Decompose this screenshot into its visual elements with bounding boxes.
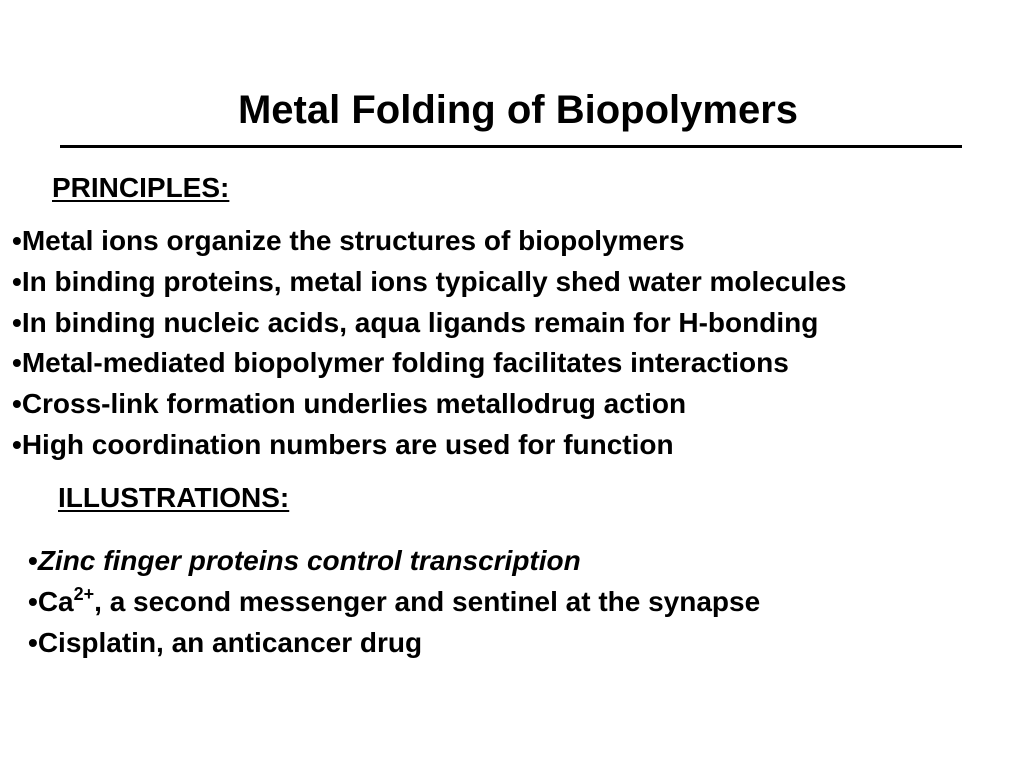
principle-item [12,343,1012,384]
principle-text: High coordination numbers are used for function [21,428,674,460]
principle-item [12,303,1012,344]
bullet: • [12,347,22,379]
bullet: • [12,225,22,256]
principle-text: Cross-link formation underlies metallodrug action [21,388,687,420]
bullet: • [12,428,22,460]
illustration-text: , a second messenger and sentinel at the synapse [94,586,761,617]
bullet: • [12,306,22,338]
principle-item [12,425,1012,466]
principle-item [12,384,1012,425]
slide-title: Metal Folding of Biopolymers [237,88,799,132]
title-divider [60,145,962,148]
illustration-item [28,540,1008,581]
illustration-item [28,622,1008,663]
principle-text: Metal-mediated biopolymer folding facilitates interactions [21,347,789,379]
principle-text: In binding proteins, metal ions typically shed water molecules [21,265,847,297]
illustration-item [28,581,1008,622]
bullet: • [28,586,38,617]
principles-list [12,221,1012,466]
bullet: • [12,388,22,420]
ion-charge: 2+ [73,584,95,604]
illustration-text: Zinc finger proteins control transcription [37,545,581,576]
principles-heading: PRINCIPLES: [52,172,230,203]
bullet: • [28,627,38,658]
principle-item [12,221,1012,262]
illustrations-heading: ILLUSTRATIONS: [58,482,290,513]
illustrations-list [28,540,1008,663]
bullet: • [12,265,22,297]
principle-text: In binding nucleic acids, aqua ligands remain for H-bonding [21,306,819,338]
principle-text: Metal ions organize the structures of biopolymers [21,225,685,256]
bullet: • [28,545,38,576]
calcium-symbol: Ca [37,586,74,617]
illustration-text: Cisplatin, an anticancer drug [37,627,423,658]
principle-item [12,262,872,303]
